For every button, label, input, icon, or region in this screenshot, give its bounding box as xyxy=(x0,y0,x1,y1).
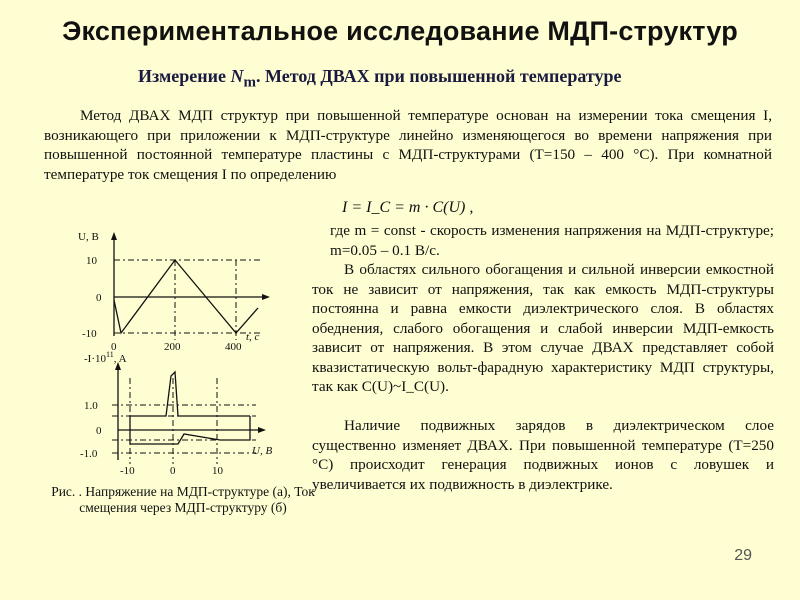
graph-a-xtick-200: 200 xyxy=(164,341,181,353)
subtitle-prefix: Измерение xyxy=(138,66,231,86)
graph-b-xlabel: U, B xyxy=(252,445,273,457)
paragraph-regions-text: В областях сильного обогащения и сильной инверсии емкостной ток не зависит от напряжения, так как емкость МДП-структуры постоянна и равна емкости диэлектрического слоя. В областях обеднения, слабого обогащения и слабой инверсии МДП-емкость зависит от напряжения. В этом случае ДВАХ представляет собой квазистатическую вольт-фарадную характеристику МДП структуры, так как C(U)~I_C(U). xyxy=(312,261,774,395)
graph-b-x-arrow xyxy=(258,427,266,433)
graph-b-ylabel xyxy=(84,350,127,365)
subtitle-suffix: . Метод ДВАХ при повышенной температуре xyxy=(255,66,622,86)
graph-b-xtick-10: 10 xyxy=(212,465,223,477)
paragraph-where: где m = const - скорость изменения напряжения на МДП-структуре; m=0.05 – 0.1 В/с. xyxy=(330,222,774,259)
figure-caption: Рис. . Напряжение на МДП-структуре (а), Ток смещения через МДП-структуру (б) xyxy=(51,484,315,515)
graph-b-ylabel-exp: 11 xyxy=(106,350,114,359)
graph-a-ytick-10: 10 xyxy=(86,255,97,267)
graph-b-forward-sweep xyxy=(130,372,250,416)
graph-b-xtick-neg10: -10 xyxy=(120,465,135,477)
formula-displacement-current: I = I_C = m · C(U) , xyxy=(342,199,474,216)
subtitle-nm-sub: m xyxy=(243,74,256,91)
graph-b-ylabel-unit: , A xyxy=(113,353,127,365)
page-number: 29 xyxy=(734,547,752,564)
graph-a-x-arrow xyxy=(262,294,270,300)
graph-a-xtick-0: 0 xyxy=(111,341,117,353)
paragraph-mobile-charges-text: Наличие подвижных зарядов в диэлектрическом слое существенно изменяет ДВАХ. При повышенной температуре (T=250 °C) происходит генерация подвижных ионов с ловушек и увеличивается их подвижность в диэлектрике. xyxy=(312,417,774,493)
graph-current-voltage xyxy=(74,352,304,482)
paragraph-mobile-charges xyxy=(312,416,774,494)
graph-a-xtick-400: 400 xyxy=(225,341,242,353)
graph-a-xlabel: t, c xyxy=(246,331,260,343)
graph-a-ylabel: U, B xyxy=(78,231,99,243)
paragraph-method-text: Метод ДВАХ МДП структур при повышенной температуре основан на измерении тока смещения I, возникающего при приложении к МДП-структуре линейно изменяющегося во времени напряжения при повышенной постоянной температуре пластины с МДП-структурами (T=150 – 400 °C). При комнатной температуре ток смещения I по определению xyxy=(44,107,772,183)
slide-title: Экспериментальное исследование МДП-структур xyxy=(62,16,738,46)
graph-b-ytick-1: 1.0 xyxy=(84,400,98,412)
graph-b-ylabel-main: -I·10 xyxy=(84,353,106,365)
graph-voltage-time xyxy=(78,228,298,353)
graph-b-xtick-0: 0 xyxy=(170,465,176,477)
paragraph-regions xyxy=(312,260,774,397)
graph-a-y-arrow xyxy=(111,232,117,240)
graph-a-ytick-0: 0 xyxy=(96,292,102,304)
subtitle-nm: N xyxy=(230,66,244,86)
paragraph-method xyxy=(44,106,772,184)
graph-b-ytick-0: 0 xyxy=(96,425,102,437)
graph-b-ytick-neg1: -1.0 xyxy=(80,448,98,460)
graph-a-ytick-neg10: -10 xyxy=(82,328,97,340)
slide-subtitle xyxy=(138,66,622,92)
